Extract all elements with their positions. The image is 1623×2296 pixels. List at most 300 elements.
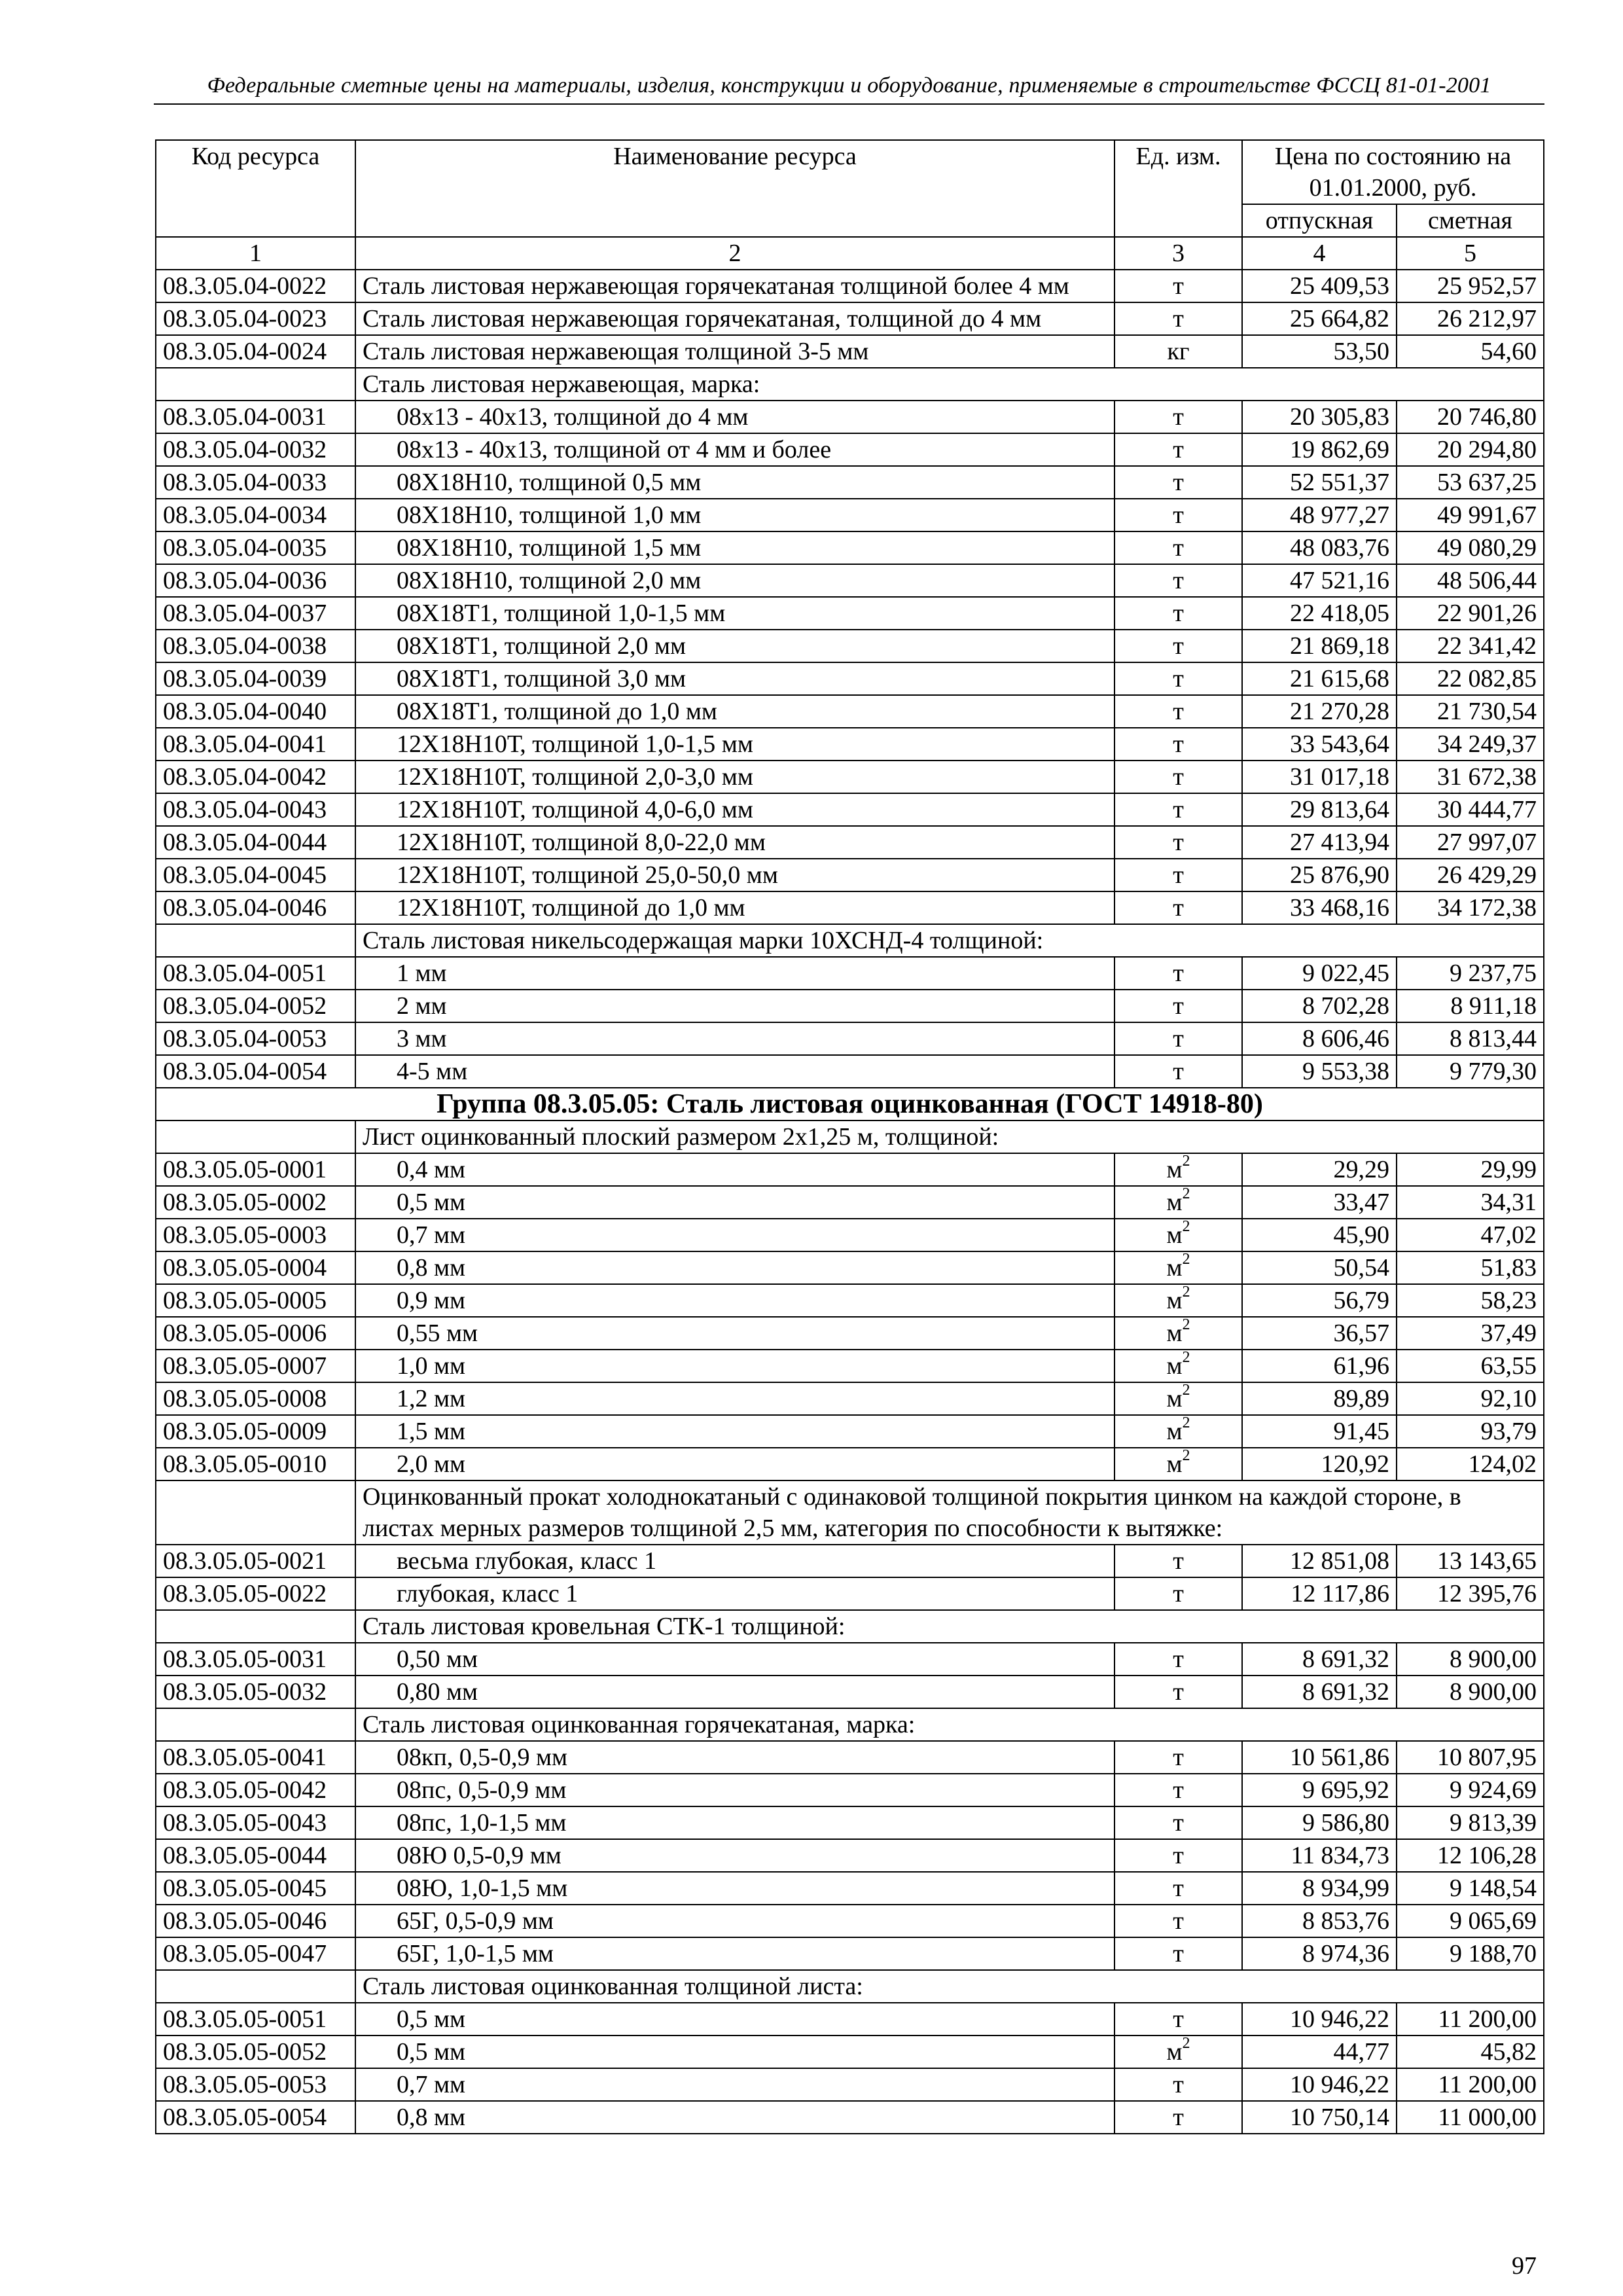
table-row	[156, 1153, 1544, 1186]
resource-code	[156, 1610, 355, 1643]
table-row	[156, 302, 1544, 335]
table-row	[156, 1382, 1544, 1415]
unit-text: т	[1173, 992, 1184, 1020]
resource-code	[156, 1970, 355, 2003]
table-row	[156, 2036, 1544, 2068]
resource-name: 08Х18Н10, толщиной 1,5 мм	[355, 531, 1115, 564]
table-row	[156, 433, 1544, 466]
unit-of-measure	[1115, 597, 1242, 630]
resource-name: 08Ю, 1,0-1,5 мм	[355, 1872, 1115, 1905]
table-row	[156, 1774, 1544, 1806]
unit-of-measure	[1115, 728, 1242, 761]
estimate-price: 8 911,18	[1397, 990, 1544, 1022]
table-row	[156, 1186, 1544, 1219]
release-price: 48 083,76	[1242, 531, 1397, 564]
resource-name: 0,7 мм	[355, 1219, 1115, 1251]
resource-name: 08Х18Н10, толщиной 0,5 мм	[355, 466, 1115, 499]
table-row	[156, 1022, 1544, 1055]
unit-text: м	[1166, 1287, 1183, 1314]
release-price: 31 017,18	[1242, 761, 1397, 793]
resource-code: 08.3.05.05-0051	[156, 2003, 355, 2036]
resource-code: 08.3.05.05-0042	[156, 1774, 355, 1806]
unit-text: т	[1173, 1874, 1184, 1902]
resource-name: 08Х18Т1, толщиной до 1,0 мм	[355, 695, 1115, 728]
unit-of-measure	[1115, 630, 1242, 662]
release-price: 21 270,28	[1242, 695, 1397, 728]
table-row	[156, 990, 1544, 1022]
unit-text: т	[1173, 861, 1184, 889]
unit-text: т	[1173, 1645, 1184, 1673]
estimate-price: 12 106,28	[1397, 1839, 1544, 1872]
resource-name: 12Х18Н10Т, толщиной 25,0-50,0 мм	[355, 859, 1115, 891]
resource-code: 08.3.05.04-0037	[156, 597, 355, 630]
resource-name: Сталь листовая нержавеющая толщиной 3-5 мм	[355, 335, 1115, 368]
unit-of-measure	[1115, 2068, 1242, 2101]
table-row	[156, 1676, 1544, 1708]
unit-text: м	[1166, 1221, 1183, 1249]
resource-name: 0,8 мм	[355, 2101, 1115, 2134]
subheading-row	[156, 368, 1544, 401]
table-row	[156, 270, 1544, 302]
resource-name: 08х13 - 40х13, толщиной от 4 мм и более	[355, 433, 1115, 466]
table-row	[156, 466, 1544, 499]
estimate-price: 63,55	[1397, 1350, 1544, 1382]
release-price: 8 691,32	[1242, 1676, 1397, 1708]
resource-code: 08.3.05.05-0041	[156, 1741, 355, 1774]
unit-text: м	[1166, 1450, 1183, 1478]
resource-code: 08.3.05.04-0040	[156, 695, 355, 728]
table-row	[156, 1577, 1544, 1610]
table-row	[156, 1905, 1544, 1937]
unit-of-measure	[1115, 891, 1242, 924]
release-price: 120,92	[1242, 1448, 1397, 1480]
subheading-text: Сталь листовая нержавеющая, марка:	[355, 368, 1544, 401]
estimate-price: 48 506,44	[1397, 564, 1544, 597]
unit-text: т	[1173, 1744, 1184, 1771]
resource-code: 08.3.05.04-0042	[156, 761, 355, 793]
release-price: 8 934,99	[1242, 1872, 1397, 1905]
unit-text: т	[1173, 567, 1184, 594]
resource-name: 08пс, 0,5-0,9 мм	[355, 1774, 1115, 1806]
table-row	[156, 531, 1544, 564]
col-header-price-group: Цена по состоянию на 01.01.2000, руб.	[1242, 140, 1544, 204]
unit-text: т	[1173, 534, 1184, 562]
resource-name: 2 мм	[355, 990, 1115, 1022]
resource-code: 08.3.05.04-0022	[156, 270, 355, 302]
table-row	[156, 1937, 1544, 1970]
col-header-release-price: отпускная	[1242, 204, 1397, 237]
group-heading: Группа 08.3.05.05: Сталь листовая оцинкованная (ГОСТ 14918-80)	[156, 1088, 1544, 1121]
unit-text: т	[1173, 829, 1184, 856]
page-number: 97	[1512, 2252, 1537, 2280]
unit-text: м	[1166, 1189, 1183, 1216]
resource-name: 0,5 мм	[355, 2036, 1115, 2068]
resource-code: 08.3.05.05-0044	[156, 1839, 355, 1872]
table-body	[156, 270, 1544, 2134]
estimate-price: 9 148,54	[1397, 1872, 1544, 1905]
unit-text: т	[1173, 1025, 1184, 1052]
resource-code: 08.3.05.05-0032	[156, 1676, 355, 1708]
unit-superscript: 2	[1182, 1350, 1190, 1367]
estimate-price: 22 901,26	[1397, 597, 1544, 630]
release-price: 8 606,46	[1242, 1022, 1397, 1055]
estimate-price: 25 952,57	[1397, 270, 1544, 302]
unit-of-measure	[1115, 1774, 1242, 1806]
resource-code: 08.3.05.04-0024	[156, 335, 355, 368]
estimate-price: 11 200,00	[1397, 2068, 1544, 2101]
estimate-price: 37,49	[1397, 1317, 1544, 1350]
table-row	[156, 1415, 1544, 1448]
unit-text: м	[1166, 1156, 1183, 1183]
unit-of-measure	[1115, 957, 1242, 990]
unit-superscript: 2	[1182, 1317, 1190, 1334]
estimate-price: 8 813,44	[1397, 1022, 1544, 1055]
resource-name: 0,55 мм	[355, 1317, 1115, 1350]
table-row	[156, 401, 1544, 433]
release-price: 21 615,68	[1242, 662, 1397, 695]
unit-text: м	[1166, 1352, 1183, 1380]
resource-code: 08.3.05.05-0045	[156, 1872, 355, 1905]
col-header-name: Наименование ресурса	[355, 140, 1115, 237]
resource-name: 0,50 мм	[355, 1643, 1115, 1676]
resource-name: 0,5 мм	[355, 2003, 1115, 2036]
unit-text: т	[1173, 2071, 1184, 2098]
estimate-price: 9 813,39	[1397, 1806, 1544, 1839]
unit-text: т	[1173, 272, 1184, 300]
resource-name: 1,0 мм	[355, 1350, 1115, 1382]
resource-name: 1,5 мм	[355, 1415, 1115, 1448]
resource-code: 08.3.05.05-0047	[156, 1937, 355, 1970]
estimate-price: 92,10	[1397, 1382, 1544, 1415]
estimate-price: 11 200,00	[1397, 2003, 1544, 2036]
unit-superscript: 2	[1182, 1186, 1190, 1203]
unit-of-measure	[1115, 1545, 1242, 1577]
subheading-row	[156, 1708, 1544, 1741]
resource-code: 08.3.05.04-0052	[156, 990, 355, 1022]
unit-of-measure	[1115, 1153, 1242, 1186]
resource-code: 08.3.05.05-0052	[156, 2036, 355, 2068]
release-price: 25 876,90	[1242, 859, 1397, 891]
running-header: Федеральные сметные цены на материалы, изделия, конструкции и оборудование, применяемые в строительстве ФССЦ 81-01-2001	[207, 73, 1491, 98]
estimate-price: 49 080,29	[1397, 531, 1544, 564]
table-row	[156, 2003, 1544, 2036]
resource-name: 0,5 мм	[355, 1186, 1115, 1219]
table-row	[156, 1872, 1544, 1905]
unit-of-measure	[1115, 1219, 1242, 1251]
release-price: 53,50	[1242, 335, 1397, 368]
resource-name: 2,0 мм	[355, 1448, 1115, 1480]
unit-text: т	[1173, 1809, 1184, 1837]
release-price: 29,29	[1242, 1153, 1397, 1186]
column-number: 4	[1242, 237, 1397, 270]
unit-of-measure	[1115, 1905, 1242, 1937]
unit-superscript: 2	[1182, 1415, 1190, 1432]
resource-name: 65Г, 1,0-1,5 мм	[355, 1937, 1115, 1970]
unit-text: т	[1173, 1678, 1184, 1706]
release-price: 44,77	[1242, 2036, 1397, 2068]
resource-name: 08Х18Н10, толщиной 2,0 мм	[355, 564, 1115, 597]
release-price: 8 974,36	[1242, 1937, 1397, 1970]
unit-superscript: 2	[1182, 1382, 1190, 1399]
unit-of-measure	[1115, 1022, 1242, 1055]
estimate-price: 13 143,65	[1397, 1545, 1544, 1577]
unit-text: м	[1166, 2038, 1183, 2066]
table-row	[156, 891, 1544, 924]
resource-code: 08.3.05.05-0007	[156, 1350, 355, 1382]
unit-of-measure	[1115, 761, 1242, 793]
resource-code: 08.3.05.05-0043	[156, 1806, 355, 1839]
col-header-code: Код ресурса	[156, 140, 355, 237]
unit-text: т	[1173, 698, 1184, 725]
unit-text: м	[1166, 1418, 1183, 1445]
release-price: 12 117,86	[1242, 1577, 1397, 1610]
unit-of-measure	[1115, 531, 1242, 564]
resource-name: 08х13 - 40х13, толщиной до 4 мм	[355, 401, 1115, 433]
header-rule	[154, 103, 1544, 105]
table-row	[156, 1448, 1544, 1480]
unit-text: т	[1173, 894, 1184, 922]
table-row	[156, 2101, 1544, 2134]
table-row	[156, 1055, 1544, 1088]
estimate-price: 9 065,69	[1397, 1905, 1544, 1937]
resource-name: Сталь листовая нержавеющая горячекатаная толщиной более 4 мм	[355, 270, 1115, 302]
release-price: 61,96	[1242, 1350, 1397, 1382]
resource-name: 12Х18Н10Т, толщиной 8,0-22,0 мм	[355, 826, 1115, 859]
release-price: 8 702,28	[1242, 990, 1397, 1022]
resource-code: 08.3.05.05-0002	[156, 1186, 355, 1219]
unit-text: м	[1166, 1254, 1183, 1282]
table-row	[156, 1643, 1544, 1676]
unit-text: т	[1173, 305, 1184, 332]
unit-text: т	[1173, 1842, 1184, 1869]
table-row	[156, 761, 1544, 793]
unit-text: т	[1173, 1776, 1184, 1804]
unit-of-measure	[1115, 1643, 1242, 1676]
resource-name: 08кп, 0,5-0,9 мм	[355, 1741, 1115, 1774]
unit-of-measure	[1115, 270, 1242, 302]
unit-of-measure	[1115, 466, 1242, 499]
release-price: 8 853,76	[1242, 1905, 1397, 1937]
unit-text: кг	[1167, 338, 1190, 365]
unit-text: м	[1166, 1385, 1183, 1412]
table-row	[156, 1284, 1544, 1317]
resource-name: весьма глубокая, класс 1	[355, 1545, 1115, 1577]
unit-text: т	[1173, 1907, 1184, 1935]
table-row	[156, 695, 1544, 728]
release-price: 33 543,64	[1242, 728, 1397, 761]
resource-name: Сталь листовая нержавеющая горячекатаная, толщиной до 4 мм	[355, 302, 1115, 335]
subheading-row	[156, 1970, 1544, 2003]
unit-text: т	[1173, 632, 1184, 660]
estimate-price: 26 212,97	[1397, 302, 1544, 335]
estimate-price: 93,79	[1397, 1415, 1544, 1448]
release-price: 10 946,22	[1242, 2068, 1397, 2101]
resource-code: 08.3.05.04-0053	[156, 1022, 355, 1055]
release-price: 50,54	[1242, 1251, 1397, 1284]
unit-text: т	[1173, 403, 1184, 431]
table-row	[156, 1219, 1544, 1251]
unit-of-measure	[1115, 564, 1242, 597]
resource-name: 12Х18Н10Т, толщиной 4,0-6,0 мм	[355, 793, 1115, 826]
resource-name: 08Ю 0,5-0,9 мм	[355, 1839, 1115, 1872]
unit-text: т	[1173, 730, 1184, 758]
table-row	[156, 662, 1544, 695]
unit-of-measure	[1115, 1937, 1242, 1970]
estimate-price: 26 429,29	[1397, 859, 1544, 891]
unit-text: т	[1173, 469, 1184, 496]
estimate-price: 54,60	[1397, 335, 1544, 368]
resource-code: 08.3.05.04-0034	[156, 499, 355, 531]
table-row	[156, 826, 1544, 859]
release-price: 20 305,83	[1242, 401, 1397, 433]
release-price: 19 862,69	[1242, 433, 1397, 466]
resource-name: 08пс, 1,0-1,5 мм	[355, 1806, 1115, 1839]
release-price: 52 551,37	[1242, 466, 1397, 499]
release-price: 9 586,80	[1242, 1806, 1397, 1839]
release-price: 10 750,14	[1242, 2101, 1397, 2134]
resource-code: 08.3.05.04-0023	[156, 302, 355, 335]
resource-code: 08.3.05.05-0009	[156, 1415, 355, 1448]
resource-code	[156, 1121, 355, 1153]
unit-superscript: 2	[1182, 1251, 1190, 1268]
table-row	[156, 2068, 1544, 2101]
estimate-price: 27 997,07	[1397, 826, 1544, 859]
table-row	[156, 630, 1544, 662]
unit-text: т	[1173, 600, 1184, 627]
subheading-text: Лист оцинкованный плоский размером 2х1,25 м, толщиной:	[355, 1121, 1544, 1153]
resource-code: 08.3.05.04-0046	[156, 891, 355, 924]
unit-of-measure	[1115, 1448, 1242, 1480]
resource-name: 4-5 мм	[355, 1055, 1115, 1088]
release-price: 47 521,16	[1242, 564, 1397, 597]
estimate-price: 9 188,70	[1397, 1937, 1544, 1970]
unit-text: т	[1173, 1058, 1184, 1085]
release-price: 91,45	[1242, 1415, 1397, 1448]
unit-of-measure	[1115, 859, 1242, 891]
resource-code: 08.3.05.05-0031	[156, 1643, 355, 1676]
resource-name: 12Х18Н10Т, толщиной до 1,0 мм	[355, 891, 1115, 924]
estimate-price: 8 900,00	[1397, 1643, 1544, 1676]
resource-name: 3 мм	[355, 1022, 1115, 1055]
column-number: 1	[156, 237, 355, 270]
resource-code	[156, 368, 355, 401]
estimate-price: 30 444,77	[1397, 793, 1544, 826]
resource-code: 08.3.05.05-0046	[156, 1905, 355, 1937]
resource-name: 12Х18Н10Т, толщиной 2,0-3,0 мм	[355, 761, 1115, 793]
subheading-row	[156, 1480, 1544, 1545]
release-price: 33 468,16	[1242, 891, 1397, 924]
resource-code: 08.3.05.05-0054	[156, 2101, 355, 2134]
resource-code: 08.3.05.05-0022	[156, 1577, 355, 1610]
estimate-price: 58,23	[1397, 1284, 1544, 1317]
unit-text: т	[1173, 2005, 1184, 2033]
table-row	[156, 1350, 1544, 1382]
unit-superscript: 2	[1182, 1448, 1190, 1465]
release-price: 89,89	[1242, 1382, 1397, 1415]
table-row	[156, 1806, 1544, 1839]
resource-code: 08.3.05.04-0036	[156, 564, 355, 597]
unit-of-measure	[1115, 2003, 1242, 2036]
release-price: 25 664,82	[1242, 302, 1397, 335]
estimate-price: 20 294,80	[1397, 433, 1544, 466]
unit-text: т	[1173, 1940, 1184, 1967]
resource-name: 08Х18Т1, толщиной 2,0 мм	[355, 630, 1115, 662]
resource-code: 08.3.05.05-0053	[156, 2068, 355, 2101]
unit-of-measure	[1115, 499, 1242, 531]
resource-code: 08.3.05.05-0004	[156, 1251, 355, 1284]
unit-text: т	[1173, 1547, 1184, 1575]
unit-superscript: 2	[1182, 2036, 1190, 2053]
resource-code: 08.3.05.05-0010	[156, 1448, 355, 1480]
release-price: 21 869,18	[1242, 630, 1397, 662]
table-row	[156, 597, 1544, 630]
unit-of-measure	[1115, 1350, 1242, 1382]
resource-name: 65Г, 0,5-0,9 мм	[355, 1905, 1115, 1937]
unit-of-measure	[1115, 1872, 1242, 1905]
release-price: 33,47	[1242, 1186, 1397, 1219]
release-price: 10 561,86	[1242, 1741, 1397, 1774]
subheading-text: Сталь листовая оцинкованная толщиной листа:	[355, 1970, 1544, 2003]
resource-name: 12Х18Н10Т, толщиной 1,0-1,5 мм	[355, 728, 1115, 761]
unit-of-measure	[1115, 1577, 1242, 1610]
unit-of-measure	[1115, 401, 1242, 433]
unit-text: т	[1173, 1580, 1184, 1607]
estimate-price: 22 082,85	[1397, 662, 1544, 695]
resource-name: 08Х18Т1, толщиной 3,0 мм	[355, 662, 1115, 695]
estimate-price: 29,99	[1397, 1153, 1544, 1186]
release-price: 27 413,94	[1242, 826, 1397, 859]
resource-code: 08.3.05.04-0045	[156, 859, 355, 891]
table-row	[156, 1545, 1544, 1577]
unit-of-measure	[1115, 1415, 1242, 1448]
unit-text: т	[1173, 796, 1184, 823]
release-price: 48 977,27	[1242, 499, 1397, 531]
resource-name: 08Х18Т1, толщиной 1,0-1,5 мм	[355, 597, 1115, 630]
resource-code: 08.3.05.04-0041	[156, 728, 355, 761]
unit-of-measure	[1115, 1741, 1242, 1774]
resource-name: 08Х18Н10, толщиной 1,0 мм	[355, 499, 1115, 531]
resource-code	[156, 924, 355, 957]
resource-name: 0,8 мм	[355, 1251, 1115, 1284]
unit-of-measure	[1115, 433, 1242, 466]
release-price: 12 851,08	[1242, 1545, 1397, 1577]
estimate-price: 34,31	[1397, 1186, 1544, 1219]
unit-of-measure	[1115, 1806, 1242, 1839]
resource-code: 08.3.05.04-0038	[156, 630, 355, 662]
table-row	[156, 859, 1544, 891]
resource-code: 08.3.05.04-0054	[156, 1055, 355, 1088]
unit-text: т	[1173, 763, 1184, 791]
estimate-price: 8 900,00	[1397, 1676, 1544, 1708]
resource-code: 08.3.05.04-0035	[156, 531, 355, 564]
subheading-text: Сталь листовая никельсодержащая марки 10ХСНД-4 толщиной:	[355, 924, 1544, 957]
table-row	[156, 499, 1544, 531]
subheading-row	[156, 924, 1544, 957]
col-header-estimate-price: сметная	[1397, 204, 1544, 237]
table-row	[156, 1741, 1544, 1774]
resource-name: 1,2 мм	[355, 1382, 1115, 1415]
estimate-price: 21 730,54	[1397, 695, 1544, 728]
resource-code: 08.3.05.04-0033	[156, 466, 355, 499]
resource-name: 1 мм	[355, 957, 1115, 990]
column-number: 5	[1397, 237, 1544, 270]
resource-name: 0,9 мм	[355, 1284, 1115, 1317]
table-row	[156, 728, 1544, 761]
estimate-price: 51,83	[1397, 1251, 1544, 1284]
estimate-price: 34 249,37	[1397, 728, 1544, 761]
table-row	[156, 335, 1544, 368]
unit-of-measure	[1115, 793, 1242, 826]
